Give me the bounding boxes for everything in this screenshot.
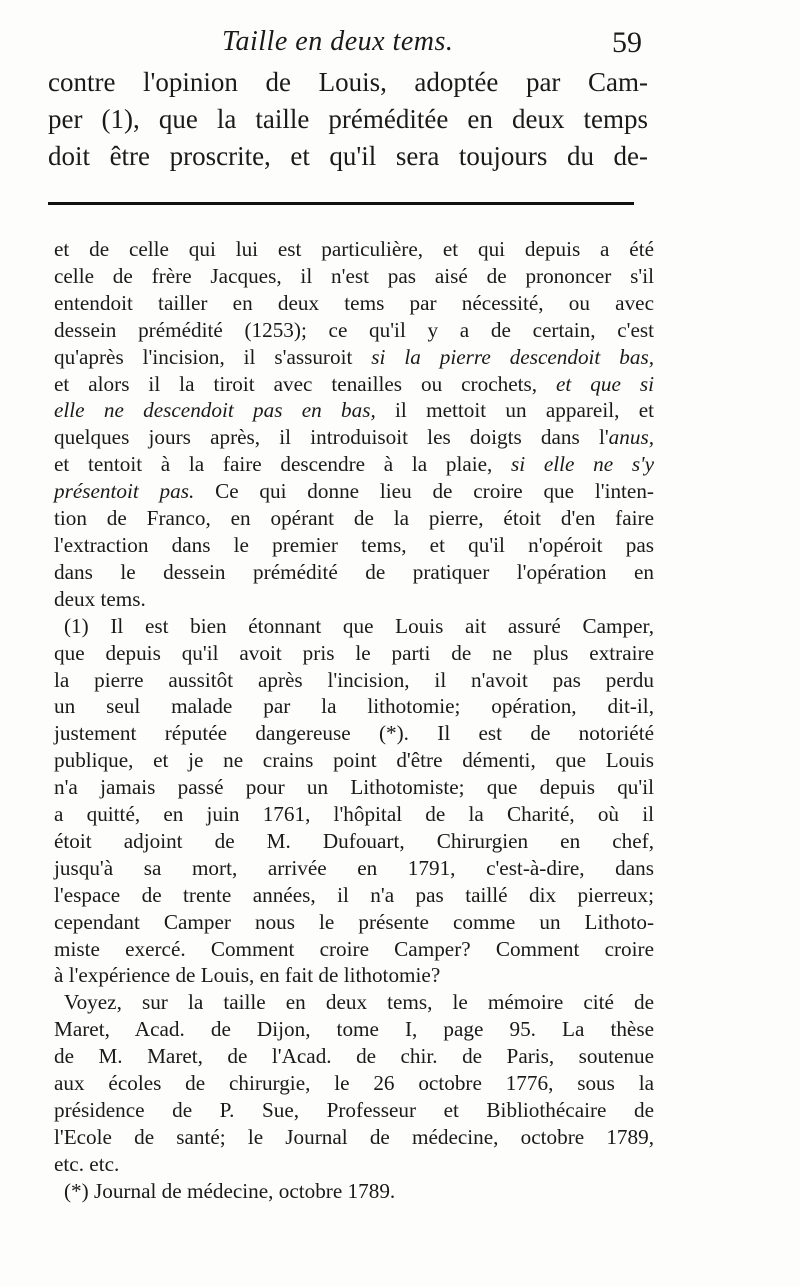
footnote-1-line: justement réputée dangereuse (*). Il est de notoriété xyxy=(54,721,654,746)
page-number: 59 xyxy=(612,26,642,59)
footnote-1-line: étoit adjoint de M. Dufouart, Chirurgien en chef, xyxy=(54,828,654,853)
footnote-1-line: jusqu'à sa mort, arrivée en 1791, c'est-à-dire, dans xyxy=(54,855,654,880)
main-text xyxy=(48,64,648,175)
footnote-continuation-line: et de celle qui lui est particulière, et qui depuis a été xyxy=(54,237,654,261)
voyez-line: aux écoles de chirurgie, le 26 octobre 1776, sous la xyxy=(54,1071,654,1096)
footnote-continuation-line xyxy=(54,478,654,505)
text-run: quelques jours après, il introduisoit les doigts dans l' xyxy=(54,425,609,450)
italic-run: et que si xyxy=(556,371,655,396)
footnote-continuation-line: l'extraction dans le premier tems, et qu'il n'opéroit pas xyxy=(54,532,654,557)
footnote-continuation-line xyxy=(54,344,654,371)
text-run: il mettoit un appareil, et xyxy=(375,398,654,423)
footnote-1-line: (1) Il est bien étonnant que Louis ait assuré Camper, xyxy=(64,613,654,638)
footnote-continuation-line: tion de Franco, en opérant de la pierre, étoit d'en faire xyxy=(54,506,654,531)
footnote-continuation-line xyxy=(54,397,654,424)
footnote-1-line: l'espace de trente années, il n'a pas taillé dix pierreux; xyxy=(54,882,654,907)
footnote-1-line: n'a jamais passé pour un Lithotomiste; que depuis qu'il xyxy=(54,775,654,800)
footnote-1-line: miste exercé. Comment croire Camper? Comment croire xyxy=(54,936,654,961)
text-run: et tentoit à la faire descendre à la plaie, xyxy=(54,452,512,477)
italic-run: anus, xyxy=(608,425,654,450)
footnote-1-line: a quitté, en juin 1761, l'hôpital de la Charité, où il xyxy=(54,802,654,827)
footnote-block xyxy=(54,236,654,1205)
voyez-line: l'Ecole de santé; le Journal de médecine, octobre 1789, xyxy=(54,1124,654,1149)
text-run: Ce qui donne lieu de croire que l'inten- xyxy=(194,479,654,504)
footnote-1-line: publique, et je ne crains point d'être démenti, que Louis xyxy=(54,748,654,773)
italic-run: si la pierre descendoit bas, xyxy=(371,344,654,369)
text-run: qu'après l'incision, il s'assuroit xyxy=(54,344,372,369)
voyez-line: présidence de P. Sue, Professeur et Bibliothécaire de xyxy=(54,1098,654,1122)
italic-run: elle ne descendoit pas en bas, xyxy=(54,398,376,423)
footnote-continuation-line: dessein prémédité (1253); ce qu'il y a de certain, c'est xyxy=(54,317,654,342)
footnote-continuation-line: dans le dessein prémédité de pratiquer l'opération en xyxy=(54,559,654,584)
italic-run: si elle ne s'y xyxy=(511,452,654,477)
footnote-1-line: la pierre aussitôt après l'incision, il n'avoit pas perdu xyxy=(54,667,654,692)
footnote-separator-rule xyxy=(48,202,634,205)
running-title: Taille en deux tems. xyxy=(222,26,454,57)
footnote-continuation-line xyxy=(54,424,654,451)
main-text-line: doit être proscrite, et qu'il sera toujours du de- xyxy=(48,141,648,171)
footnote-continuation-line: celle de frère Jacques, il n'est pas aisé de prononcer s'il xyxy=(54,263,654,288)
italic-run: présentoit pas. xyxy=(54,479,195,504)
voyez-line: Voyez, sur la taille en deux tems, le mémoire cité de xyxy=(64,990,654,1015)
footnote-1-line: un seul malade par la lithotomie; opération, dit-il, xyxy=(54,694,654,719)
footnote-continuation-line xyxy=(54,451,654,478)
footnote-star: (*) Journal de médecine, octobre 1789. xyxy=(64,1178,396,1203)
voyez-line: etc. etc. xyxy=(54,1151,120,1176)
footnote-continuation-line xyxy=(54,371,654,398)
footnote-continuation-line: deux tems. xyxy=(54,586,146,611)
main-text-line: contre l'opinion de Louis, adoptée par Cam- xyxy=(48,67,648,97)
voyez-line: Maret, Acad. de Dijon, tome I, page 95. La thèse xyxy=(54,1017,654,1042)
footnote-continuation-line: entendoit tailler en deux tems par nécessité, ou avec xyxy=(54,290,654,315)
main-text-line: per (1), que la taille préméditée en deux temps xyxy=(48,104,648,134)
page-header xyxy=(0,26,800,66)
voyez-line: de M. Maret, de l'Acad. de chir. de Paris, soutenue xyxy=(54,1044,654,1069)
footnote-1-line: à l'expérience de Louis, en fait de lithotomie? xyxy=(54,963,441,988)
text-run: et alors il la tiroit avec tenailles ou crochets, xyxy=(54,371,557,396)
footnote-1-line: que depuis qu'il avoit pris le parti de ne plus extraire xyxy=(54,640,654,665)
footnote-1-line: cependant Camper nous le présente comme un Lithoto- xyxy=(54,909,654,934)
